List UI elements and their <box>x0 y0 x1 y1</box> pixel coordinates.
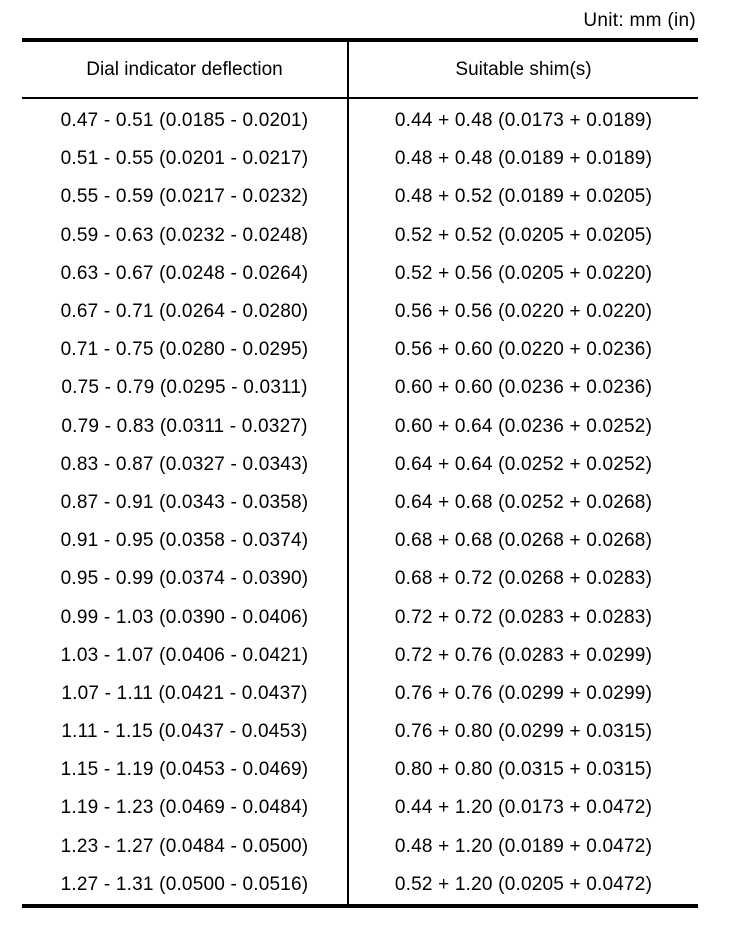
shim-cell: 0.76 + 0.80 (0.0299 + 0.0315) <box>394 721 653 743</box>
deflection-cell: 1.11 - 1.15 (0.0437 - 0.0453) <box>22 713 348 751</box>
shim-cell: 0.52 + 1.20 (0.0205 + 0.0472) <box>394 873 653 895</box>
table-row <box>22 828 698 866</box>
table-row <box>22 522 698 560</box>
shim-selection-table <box>22 42 698 904</box>
header-suitable-shims: Suitable shim(s) <box>348 42 698 98</box>
deflection-cell: 1.07 - 1.11 (0.0421 - 0.0437) <box>22 675 348 713</box>
deflection-cell: 0.99 - 1.03 (0.0390 - 0.0406) <box>22 598 348 636</box>
shim-cell: 0.44 + 0.48 (0.0173 + 0.0189) <box>394 110 653 132</box>
shim-cell: 0.60 + 0.60 (0.0236 + 0.0236) <box>394 377 653 399</box>
table-row <box>22 140 698 178</box>
deflection-cell: 1.15 - 1.19 (0.0453 - 0.0469) <box>22 751 348 789</box>
deflection-cell: 0.59 - 0.63 (0.0232 - 0.0248) <box>22 217 348 255</box>
table-row <box>22 255 698 293</box>
deflection-cell: 0.91 - 0.95 (0.0358 - 0.0374) <box>22 522 348 560</box>
shim-cell: 0.72 + 0.72 (0.0283 + 0.0283) <box>394 606 653 628</box>
table-row <box>22 675 698 713</box>
table-row <box>22 560 698 598</box>
table-row <box>22 866 698 904</box>
table-row <box>22 598 698 636</box>
shim-cell: 0.48 + 0.48 (0.0189 + 0.0189) <box>394 148 653 170</box>
table-row <box>22 713 698 751</box>
table-row <box>22 293 698 331</box>
shim-cell: 0.64 + 0.68 (0.0252 + 0.0268) <box>394 491 653 513</box>
shim-cell: 0.52 + 0.52 (0.0205 + 0.0205) <box>394 224 653 246</box>
table-row <box>22 789 698 827</box>
shim-cell: 0.60 + 0.64 (0.0236 + 0.0252) <box>394 415 653 437</box>
header-dial-indicator-deflection: Dial indicator deflection <box>22 42 348 98</box>
deflection-cell: 0.79 - 0.83 (0.0311 - 0.0327) <box>22 408 348 446</box>
table-row <box>22 331 698 369</box>
table-row <box>22 446 698 484</box>
shim-cell: 0.56 + 0.56 (0.0220 + 0.0220) <box>394 301 653 323</box>
table-row <box>22 98 698 140</box>
deflection-cell: 0.55 - 0.59 (0.0217 - 0.0232) <box>22 178 348 216</box>
deflection-cell: 0.51 - 0.55 (0.0201 - 0.0217) <box>22 140 348 178</box>
table-row <box>22 369 698 407</box>
deflection-cell: 1.27 - 1.31 (0.0500 - 0.0516) <box>22 866 348 904</box>
table-row <box>22 178 698 216</box>
shim-cell: 0.68 + 0.72 (0.0268 + 0.0283) <box>394 568 653 590</box>
shim-cell: 0.80 + 0.80 (0.0315 + 0.0315) <box>394 759 653 781</box>
shim-cell: 0.48 + 1.20 (0.0189 + 0.0472) <box>394 835 653 857</box>
deflection-cell: 0.75 - 0.79 (0.0295 - 0.0311) <box>22 369 348 407</box>
shim-cell: 0.76 + 0.76 (0.0299 + 0.0299) <box>394 682 653 704</box>
table-row <box>22 217 698 255</box>
deflection-cell: 1.23 - 1.27 (0.0484 - 0.0500) <box>22 828 348 866</box>
table-header-row <box>22 42 698 98</box>
deflection-cell: 0.63 - 0.67 (0.0248 - 0.0264) <box>22 255 348 293</box>
shim-cell: 0.72 + 0.76 (0.0283 + 0.0299) <box>394 644 653 666</box>
deflection-cell: 0.95 - 0.99 (0.0374 - 0.0390) <box>22 560 348 598</box>
deflection-cell: 0.71 - 0.75 (0.0280 - 0.0295) <box>22 331 348 369</box>
deflection-cell: 1.03 - 1.07 (0.0406 - 0.0421) <box>22 637 348 675</box>
shim-cell: 0.52 + 0.56 (0.0205 + 0.0220) <box>394 262 653 284</box>
deflection-cell: 0.83 - 0.87 (0.0327 - 0.0343) <box>22 446 348 484</box>
shim-cell: 0.56 + 0.60 (0.0220 + 0.0236) <box>394 339 653 361</box>
deflection-cell: 0.47 - 0.51 (0.0185 - 0.0201) <box>22 98 348 140</box>
table-body <box>22 98 698 904</box>
deflection-cell: 0.67 - 0.71 (0.0264 - 0.0280) <box>22 293 348 331</box>
table-row <box>22 637 698 675</box>
deflection-cell: 0.87 - 0.91 (0.0343 - 0.0358) <box>22 484 348 522</box>
shim-cell: 0.64 + 0.64 (0.0252 + 0.0252) <box>394 453 653 475</box>
shim-cell: 0.68 + 0.68 (0.0268 + 0.0268) <box>394 530 653 552</box>
shim-cell: 0.44 + 1.20 (0.0173 + 0.0472) <box>394 797 653 819</box>
unit-label: Unit: mm (in) <box>583 10 696 31</box>
shim-cell: 0.48 + 0.52 (0.0189 + 0.0205) <box>394 186 653 208</box>
table-row <box>22 408 698 446</box>
shim-selection-table-frame <box>22 38 698 908</box>
table-row <box>22 751 698 789</box>
table-row <box>22 484 698 522</box>
deflection-cell: 1.19 - 1.23 (0.0469 - 0.0484) <box>22 789 348 827</box>
